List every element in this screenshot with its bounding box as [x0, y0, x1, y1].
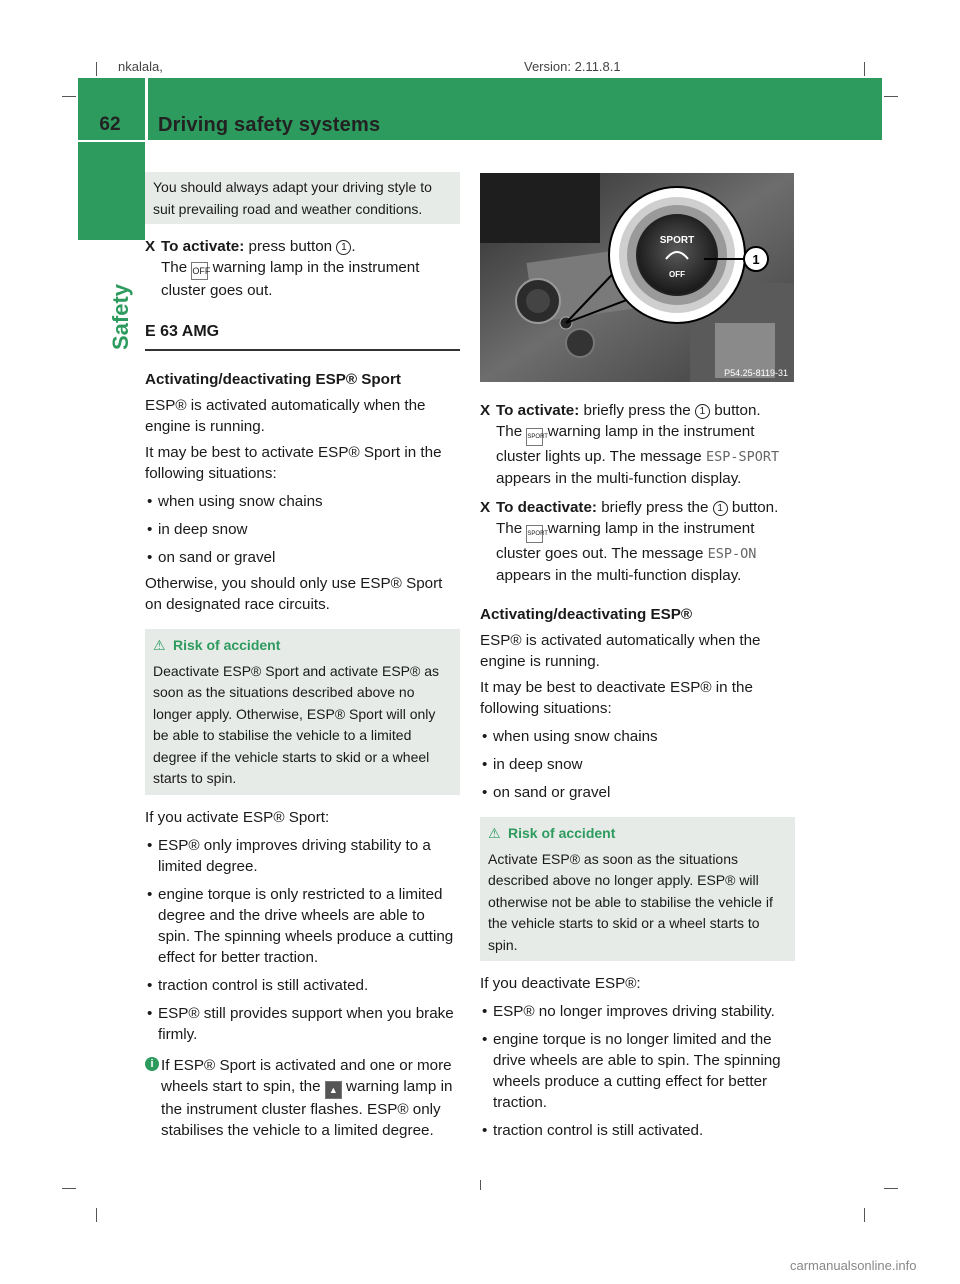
photo-callout-number: 1	[752, 252, 760, 267]
crop-mark	[96, 1208, 97, 1222]
esp-sport-lamp-icon: SPORT	[526, 525, 543, 543]
crop-mark	[480, 1180, 481, 1190]
warning-text: Deactivate ESP® Sport and activate ESP® as soon as the situations described above no longer apply. Otherwise, ESP® Sport will only be able to stabilise the vehicle to a limited degree if the vehicle starts to skid or a wheel starts to spin.	[153, 662, 439, 786]
paragraph: Otherwise, you should only use ESP® Sport on designated race circuits.	[145, 575, 443, 613]
photo-code: P54.25-8119-31	[724, 368, 788, 378]
page-title: Driving safety systems	[158, 114, 381, 136]
step-label: To deactivate:	[496, 499, 597, 516]
esp-sport-lamp-icon: SPORT	[526, 428, 543, 446]
list-item: • when using snow chains	[147, 493, 323, 510]
step-text: warning lamp in the instrument cluster goes out.	[161, 259, 420, 299]
warning-heading: ⚠ Risk of accident	[153, 635, 452, 657]
step-arrow-icon: X	[480, 499, 491, 516]
list-item: • in deep snow	[482, 756, 583, 773]
deactivate-step	[480, 497, 795, 586]
step-text: The	[161, 259, 188, 276]
button-sport-label: SPORT	[659, 235, 695, 246]
step-text: The	[496, 423, 523, 440]
display-message: ESP-SPORT	[705, 449, 780, 465]
callout-one-icon: 1	[336, 240, 351, 255]
step-text: The	[496, 520, 523, 537]
callout-one-icon: 1	[695, 404, 710, 419]
photo-illustration	[480, 173, 794, 382]
activate-step: X To activate: press button 1 . The OFF warning lamp in the instrument cluster goes out.	[145, 238, 420, 299]
note-box	[145, 172, 460, 224]
paragraph: It may be best to activate ESP® Sport in the following situations:	[145, 444, 442, 482]
list-item: • ESP® no longer improves driving stability.	[482, 1003, 775, 1020]
step-arrow-icon: X	[145, 238, 156, 255]
display-message: ESP-ON	[707, 546, 757, 562]
print-version: Version: 2.11.8.1	[524, 59, 621, 74]
bullet-list	[480, 1001, 795, 1141]
list-item: • engine torque is only restricted to a limited degree and the drive wheels are able to spin. The spinning wheels produce a cutting effect for better traction.	[147, 885, 454, 966]
page-number: 62	[99, 114, 121, 135]
print-user: nkalala,	[118, 59, 163, 74]
step-text: briefly press the	[583, 402, 691, 419]
skid-warning-lamp-icon: ▲	[325, 1081, 342, 1099]
paragraph: If you activate ESP® Sport:	[145, 808, 330, 826]
warning-triangle-icon: ⚠	[153, 637, 166, 653]
crop-mark	[884, 1188, 898, 1189]
step-text: button.	[714, 402, 761, 419]
list-item: • ESP® only improves driving stability to a limited degree.	[147, 836, 431, 875]
step-text: appears in the multi-function display.	[496, 470, 742, 487]
paragraph: If you deactivate ESP®:	[480, 975, 641, 992]
footer-watermark: carmanualsonline.info	[790, 1258, 917, 1273]
step-label: To activate:	[161, 238, 245, 255]
right-column	[480, 382, 795, 1141]
model-heading: E 63 AMG	[145, 321, 460, 351]
subsection-heading: Activating/deactivating ESP® Sport	[145, 371, 401, 388]
crop-mark	[62, 96, 76, 97]
subsection-heading: Activating/deactivating ESP®	[480, 606, 693, 623]
list-item: • in deep snow	[147, 521, 248, 538]
callout-one-icon: 1	[713, 501, 728, 516]
bullet-list	[145, 491, 460, 568]
list-item: • traction control is still activated.	[147, 976, 369, 994]
list-item: • engine torque is no longer limited and the drive wheels are able to spin. The spinning wheels produce a cutting effect for better traction.	[482, 1031, 781, 1111]
step-text: warning lamp in the instrument cluster goes out. The message	[496, 520, 755, 562]
bullet-list	[145, 835, 460, 1045]
list-item: • on sand or gravel	[147, 549, 276, 566]
paragraph: ESP® is activated automatically when the engine is running.	[145, 397, 426, 435]
paragraph: ESP® is activated automatically when the engine is running.	[480, 632, 761, 670]
header-divider	[145, 78, 148, 140]
info-icon: i	[145, 1057, 159, 1071]
info-text: If ESP® Sport is activated and one or more wheels start to spin, the	[161, 1056, 452, 1095]
esp-off-lamp-icon: OFF	[191, 262, 208, 280]
list-item: • traction control is still activated.	[482, 1122, 704, 1139]
warning-heading: ⚠ Risk of accident	[488, 823, 787, 845]
button-off-label: OFF	[669, 270, 685, 279]
step-label: To activate:	[496, 402, 580, 419]
warning-box	[480, 817, 795, 961]
info-note	[145, 1055, 460, 1141]
crop-mark	[864, 1208, 865, 1222]
crop-mark	[884, 96, 898, 97]
print-info-strip	[0, 55, 960, 77]
list-item: • when using snow chains	[482, 728, 658, 745]
step-text: press button	[248, 238, 333, 255]
info-text: warning lamp in the instrument cluster flashes. ESP® only stabilises the vehicle to a limited degree.	[161, 1077, 453, 1139]
crop-mark	[62, 1188, 76, 1189]
step-arrow-icon: X	[480, 402, 491, 419]
warning-text: Activate ESP® as soon as the situations described above no longer apply. ESP® will otherwise not be able to stabilise the vehicle if the vehicle starts to skid or a wheel starts to spin.	[488, 850, 773, 953]
step-text: appears in the multi-function display.	[496, 567, 742, 584]
chapter-tab	[78, 142, 145, 240]
warning-triangle-icon: ⚠	[488, 825, 501, 841]
esp-sport-button-photo	[480, 173, 794, 382]
paragraph: It may be best to deactivate ESP® in the following situations:	[480, 679, 753, 717]
warning-box	[145, 629, 460, 795]
step-text: button.	[731, 499, 779, 516]
left-column	[145, 172, 460, 1141]
chapter-label: Safety	[108, 283, 133, 350]
step-text: briefly press the	[601, 499, 709, 516]
activate-step	[480, 400, 795, 489]
list-item: • on sand or gravel	[482, 784, 611, 801]
list-item: • ESP® still provides support when you brake firmly.	[147, 1004, 454, 1043]
bullet-list	[480, 726, 795, 803]
step-text: warning lamp in the instrument cluster lights up. The message	[496, 423, 755, 465]
page-header	[78, 78, 882, 140]
note-text: You should always adapt your driving style to suit prevailing road and weather conditions.	[153, 179, 432, 217]
